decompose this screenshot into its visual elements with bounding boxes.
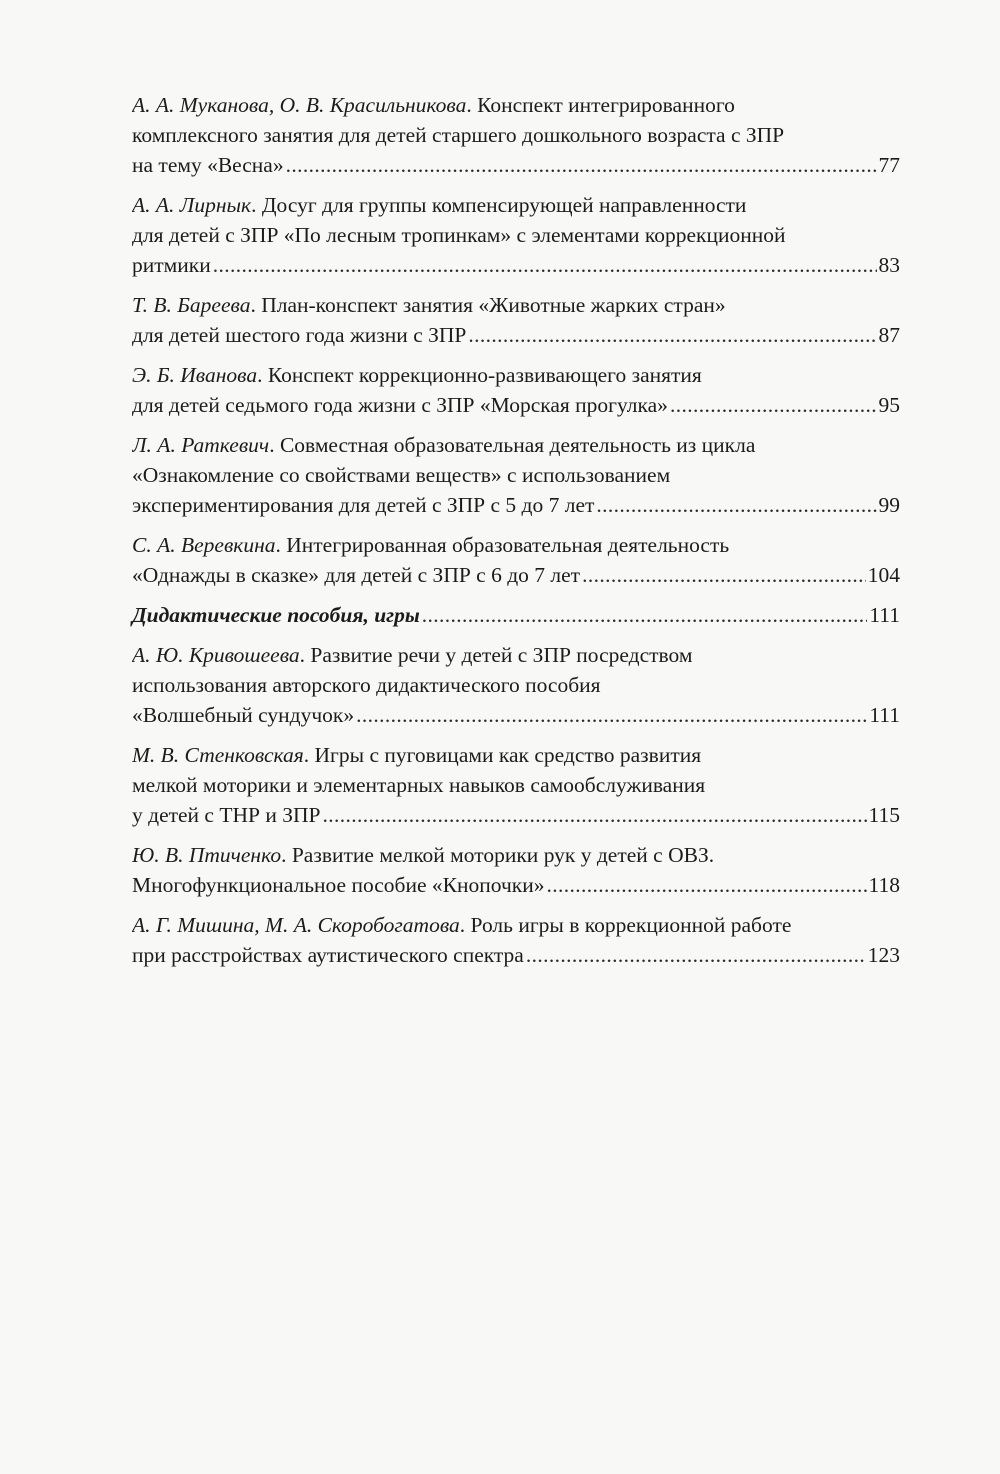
- entry-title-end: для детей седьмого года жизни с ЗПР «Морская прогулка»: [132, 393, 668, 417]
- dot-leader: [546, 870, 866, 900]
- toc-section-heading[interactable]: [132, 600, 900, 630]
- dot-leader: [422, 600, 868, 630]
- dot-leader: [322, 800, 866, 830]
- entry-last-line: [132, 490, 900, 520]
- entry-line: «Ознакомление со свойствами веществ» с использованием: [132, 463, 671, 487]
- entry-author: А. Г. Мишина, М. А. Скоробогатова: [132, 913, 460, 937]
- page-number: 104: [867, 563, 900, 587]
- entry-line: [132, 640, 900, 670]
- dot-leader: [526, 940, 866, 970]
- entry-last-line: [132, 150, 900, 180]
- table-of-contents: [132, 90, 900, 980]
- dot-leader: [286, 150, 877, 180]
- entry-line: комплексного занятия для детей старшего дошкольного возраста с ЗПР: [132, 123, 785, 147]
- entry-author: А. Ю. Кривошеева: [132, 643, 300, 667]
- entry-last-line: [132, 320, 900, 350]
- toc-entry[interactable]: [132, 190, 900, 280]
- entry-author: А. А. Муканова, О. В. Красильникова: [132, 93, 467, 117]
- entry-title-part: . Конспект интегрированного: [466, 93, 735, 117]
- entry-title-part: . Развитие мелкой моторики рук у детей с ОВЗ.: [281, 843, 715, 867]
- entry-title-part: . План-конспект занятия «Животные жарких стран»: [250, 293, 726, 317]
- section-line: [132, 600, 900, 630]
- dot-leader: [670, 390, 877, 420]
- entry-author: Т. В. Бареева: [132, 293, 251, 317]
- dot-leader: [582, 560, 866, 590]
- entry-author: С. А. Веревкина: [132, 533, 276, 557]
- entry-last-line: [132, 800, 900, 830]
- entry-title-end: «Волшебный сундучок»: [132, 703, 355, 727]
- entry-line: для детей с ЗПР «По лесным тропинкам» с элементами коррекционной: [132, 223, 786, 247]
- entry-title-part: . Конспект коррекционно-развивающего занятия: [257, 363, 702, 387]
- entry-title-end: для детей шестого года жизни с ЗПР: [132, 323, 467, 347]
- entry-author: А. А. Лирнык: [132, 193, 252, 217]
- dot-leader: [356, 700, 867, 730]
- entry-title-end: «Однажды в сказке» для детей с ЗПР с 6 до 7 лет: [132, 563, 581, 587]
- entry-last-line: [132, 870, 900, 900]
- entry-line: [132, 290, 900, 320]
- page-number: 118: [868, 873, 900, 897]
- entry-title-end: Многофункциональное пособие «Кнопочки»: [132, 873, 545, 897]
- entry-last-line: [132, 250, 900, 280]
- entry-line: [132, 360, 900, 390]
- toc-entry[interactable]: [132, 640, 900, 730]
- entry-line: мелкой моторики и элементарных навыков самообслуживания: [132, 773, 706, 797]
- entry-last-line: [132, 700, 900, 730]
- entry-line: [132, 530, 900, 560]
- entry-title-part: . Совместная образовательная деятельность из цикла: [269, 433, 756, 457]
- toc-entry[interactable]: [132, 90, 900, 180]
- entry-author: Л. А. Раткевич: [132, 433, 270, 457]
- toc-entry[interactable]: [132, 910, 900, 970]
- toc-entry[interactable]: [132, 360, 900, 420]
- dot-leader: [596, 490, 876, 520]
- entry-line: использования авторского дидактического пособия: [132, 673, 601, 697]
- page-number: 83: [878, 253, 900, 277]
- entry-title-end: экспериментирования для детей с ЗПР с 5 до 7 лет: [132, 493, 595, 517]
- entry-title-end: у детей с ТНР и ЗПР: [132, 803, 321, 827]
- entry-title-part: . Развитие речи у детей с ЗПР посредством: [299, 643, 693, 667]
- page-number: 77: [878, 153, 900, 177]
- page-number: 99: [878, 493, 900, 517]
- page-number: 111: [869, 603, 900, 627]
- entry-author: Ю. В. Птиченко: [132, 843, 282, 867]
- entry-line: [132, 840, 900, 870]
- page-number: 111: [869, 703, 900, 727]
- entry-author: М. В. Стенковская: [132, 743, 304, 767]
- entry-last-line: [132, 560, 900, 590]
- toc-entry[interactable]: [132, 530, 900, 590]
- page-number: 87: [878, 323, 900, 347]
- entry-title-part: . Игры с пуговицами как средство развития: [303, 743, 702, 767]
- entry-title-part: . Интегрированная образовательная деятельность: [275, 533, 730, 557]
- toc-entry[interactable]: [132, 840, 900, 900]
- toc-entry[interactable]: [132, 290, 900, 350]
- entry-last-line: [132, 390, 900, 420]
- entry-line: [132, 430, 900, 460]
- toc-entry[interactable]: [132, 740, 900, 830]
- entry-title-end: на тему «Весна»: [132, 153, 284, 177]
- entry-line: [132, 190, 900, 220]
- page-number: 115: [868, 803, 900, 827]
- entry-last-line: [132, 940, 900, 970]
- page-number: 123: [867, 943, 900, 967]
- section-title: Дидактические пособия, игры: [132, 603, 420, 627]
- entry-line: [132, 910, 900, 940]
- dot-leader: [468, 320, 876, 350]
- entry-title-part: . Досуг для группы компенсирующей направленности: [251, 193, 747, 217]
- entry-title-end: ритмики: [132, 253, 211, 277]
- entry-author: Э. Б. Иванова: [132, 363, 258, 387]
- entry-line: [132, 740, 900, 770]
- page-number: 95: [878, 393, 900, 417]
- toc-entry[interactable]: [132, 430, 900, 520]
- entry-title-end: при расстройствах аутистического спектра: [132, 943, 524, 967]
- entry-title-part: . Роль игры в коррекционной работе: [459, 913, 792, 937]
- dot-leader: [213, 250, 877, 280]
- entry-line: [132, 90, 900, 120]
